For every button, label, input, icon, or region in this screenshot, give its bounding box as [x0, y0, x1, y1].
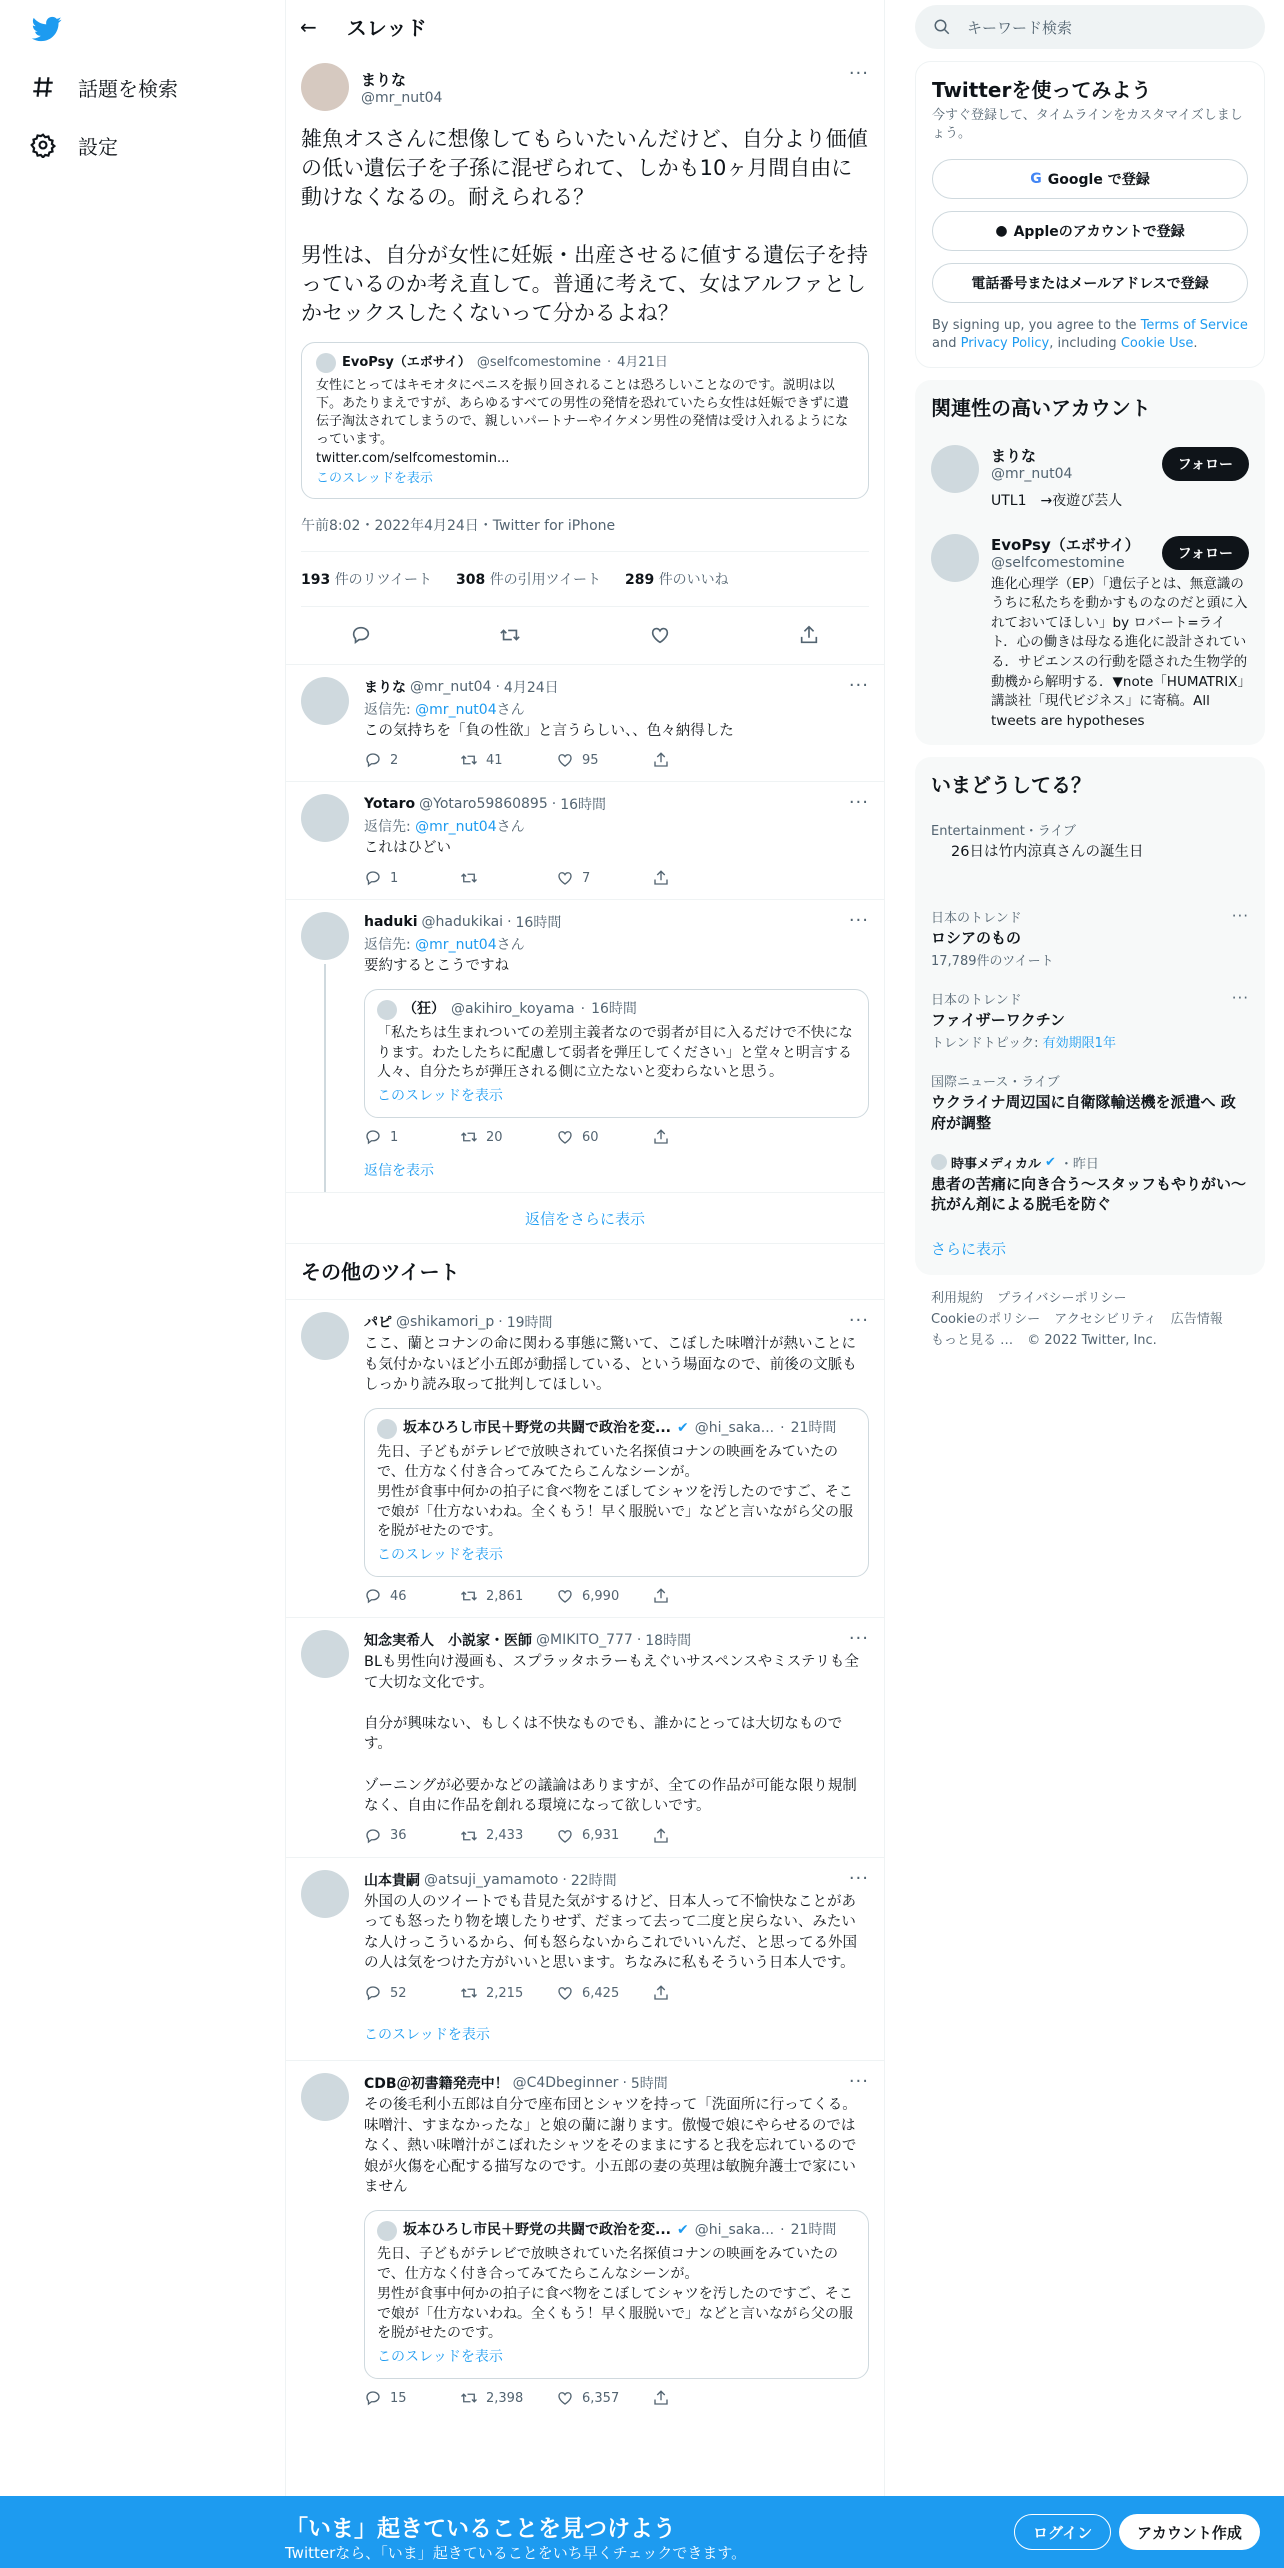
- footer-links: [915, 1275, 1265, 1365]
- quote-count[interactable]: 308 件の引用ツイート: [456, 571, 601, 588]
- related-title: 関連性の高いアカウント: [931, 395, 1151, 420]
- like-icon: [556, 1128, 574, 1146]
- google-signup-button[interactable]: G Google で登録: [932, 159, 1248, 199]
- search-box[interactable]: [915, 5, 1265, 49]
- reply-icon: [364, 1587, 382, 1605]
- footer-link[interactable]: 広告情報: [1170, 1312, 1223, 1328]
- quoted-tweet[interactable]: （狂） @akihiro_koyama · 16時間 「私たちは生まれついての差別主義者なので弱者が目に入るだけで不快になります。わたしたちに配慮して弱者を弾圧してください」と堂々と明言する人々、自分たちが弾圧される側に立たないと変わらないと思う。 このスレッドを表示: [364, 989, 869, 1119]
- trend-item[interactable]: 時事メディカル ✔ ・昨日 患者の苦痛に向き合う～スタッフもやりがい～抗がん剤による脱毛を防ぐ: [931, 1154, 1247, 1214]
- quote-text: 「私たちは生まれついての差別主義者なので弱者が目に入るだけで不快になります。わたしたちに配慮して弱者を弾圧してください」と堂々と明言する人々、自分たちが弾圧される側に立たないと変わらないと思う。: [377, 1024, 853, 1081]
- share-action[interactable]: [652, 1984, 748, 2002]
- quote-text: 先日、子どもがテレビで放映されていた名探偵コナンの映画をみていたので、仕方なく付き合ってみてたらこんなシーンが。 男性が食事中何かの拍子に食べ物をこぼしてシャツを汚したのですご、そこで娘が「仕方ないわね。全くもう！早く服脱いで」などと言いながら父の服を脱がせたのです。: [377, 1443, 853, 1540]
- quote-date: 4月21日: [617, 354, 668, 370]
- tweet-text: 雑魚オスさんに想像してもらいたいんだけど、自分より価値の低い遺伝子を子孫に混ぜられて、しかも10ヶ月間自由に動けなくなるの。耐えられる？ 男性は、自分が女性に妊娠・出産させるに値する遺伝子を持っているのか考え直して。普通に考えて、女はアルファとしかセックスしたくないって分かるよね？: [301, 127, 868, 325]
- trends-panel: [915, 757, 1265, 1275]
- author-handle[interactable]: @mr_nut04: [410, 678, 492, 695]
- bottom-signup-bar: [0, 2496, 1284, 2568]
- avatar[interactable]: [301, 1312, 349, 1360]
- show-thread-link[interactable]: このスレッドを表示: [377, 1547, 503, 1564]
- gear-icon: [30, 132, 56, 158]
- footer-link[interactable]: 利用規約: [931, 1291, 984, 1307]
- quoted-tweet[interactable]: 坂本ひろし市民＋野党の共闘で政治を変... ✔ @hi_saka... · 21時間 先日、子どもがテレビで放映されていた名探偵コナンの映画をみていたので、仕方なく付き合ってみてたらこんなシーンが。 男性が食事中何かの拍子に食べ物をこぼしてシャツを汚したのですご、そこで娘が「仕方ないわね。全くもう！早く服脱いで」などと言いながら父の服を脱がせたのです。 このスレッドを表示: [364, 2210, 869, 2379]
- show-replies-link[interactable]: 返信を表示: [364, 1163, 434, 1180]
- avatar[interactable]: [931, 534, 979, 582]
- reply-action[interactable]: 1: [364, 1128, 460, 1146]
- reply-action[interactable]: 46: [364, 1587, 460, 1605]
- reply-icon[interactable]: [350, 624, 372, 646]
- main-column: [285, 0, 885, 2568]
- avatar[interactable]: [301, 63, 349, 111]
- bottom-subtitle: Twitterなら、「いま」起きていることをいち早くチェックできます。: [285, 2544, 747, 2562]
- like-icon: [556, 1587, 574, 1605]
- like-action[interactable]: 6,425: [556, 1984, 652, 2002]
- other-tweets-title: その他のツイート: [286, 1244, 884, 1300]
- share-icon: [652, 1587, 670, 1605]
- footer-link[interactable]: アクセシビリティ: [1054, 1312, 1157, 1328]
- avatar[interactable]: [931, 445, 979, 493]
- share-icon[interactable]: [798, 624, 820, 646]
- reply-icon: [364, 869, 382, 887]
- tweet-text: 外国の人のツイートでも昔見た気がするけど、日本人って不愉快なことがあっても怒ったり物を壊したりせず、だまって去って二度と戻らない、みたいな人けっこういるから、何も怒らないからこれでいいんだ、と思ってる外国の人は気をつけた方がいいと思います。ちなみに私もそういう日本人です。: [364, 1893, 857, 1972]
- apple-icon: ●: [995, 222, 1008, 239]
- reply-icon: [364, 1827, 382, 1845]
- tweet-text: これはひどい: [364, 840, 451, 857]
- more-icon[interactable]: ···: [848, 1310, 869, 1332]
- quote-link[interactable]: twitter.com/selfcomestomin...: [316, 450, 510, 466]
- avatar: [377, 1419, 397, 1439]
- tweet-time[interactable]: 4月24日: [503, 679, 559, 696]
- like-icon: [556, 2389, 574, 2407]
- author-handle[interactable]: @C4Dbeginner: [512, 2075, 619, 2092]
- avatar: [377, 1000, 397, 1020]
- tweet-time[interactable]: 5時間: [630, 2076, 668, 2093]
- share-action[interactable]: [652, 1587, 748, 1605]
- share-action[interactable]: [652, 1128, 748, 1146]
- share-action[interactable]: [652, 2389, 748, 2407]
- show-more-replies[interactable]: 返信をさらに表示: [286, 1192, 884, 1244]
- reply-action[interactable]: 52: [364, 1984, 460, 2002]
- quote-text: 女性にとってはキモオタにペニスを振り回されることは恐ろしいことなのです。説明は以下。あたりまえですが、あらゆるすべての男性の発情を恐れていたら女性は妊娠できずに遺伝子淘汰されてしまうので、親しいパートナーやイケメン男性の発情は受け入れるようになっています。: [316, 377, 849, 448]
- thread-line: [324, 964, 326, 1192]
- share-action[interactable]: [652, 751, 748, 769]
- show-thread-link[interactable]: このスレッドを表示: [316, 470, 433, 486]
- retweet-action[interactable]: 2,433: [460, 1827, 556, 1845]
- share-icon: [652, 751, 670, 769]
- login-button[interactable]: ログイン: [1014, 2514, 1111, 2550]
- retweet-action[interactable]: 2,398: [460, 2389, 556, 2407]
- trends-title: いまどうしてる？: [931, 773, 1091, 798]
- avatar: [931, 1154, 947, 1170]
- show-thread-link[interactable]: このスレッドを表示: [364, 2027, 490, 2044]
- focused-tweet: [286, 53, 884, 607]
- tweet-time[interactable]: 22時間: [570, 1872, 617, 1889]
- reply-tweet[interactable]: Yotaro @Yotaro59860895 · 16時間 ··· 返信先: @mr_nut04さん これはひどい 1 7: [286, 782, 884, 900]
- trend-item[interactable]: 日本のトレンド ··· ロシアのもの 17,789件のツイート: [931, 906, 1249, 970]
- privacy-link[interactable]: Privacy Policy: [960, 335, 1050, 351]
- right-sidebar: [915, 0, 1265, 1366]
- bottom-title: 「いま」起きていることを見つけよう: [285, 2516, 676, 2542]
- tweet-time[interactable]: 18時間: [645, 1633, 692, 1650]
- retweet-icon: [460, 1128, 478, 1146]
- nav-explore-label: 話題を検索: [78, 76, 178, 101]
- quote-text: 先日、子どもがテレビで放映されていた名探偵コナンの映画をみていたので、仕方なく付き合ってみてたらこんなシーンが。 男性が食事中何かの拍子に食べ物をこぼしてシャツを汚したのですご、そこで娘が「仕方ないわね。全くもう！早く服脱いで」などと言いながら父の服を脱がせたのです。: [377, 2245, 853, 2342]
- trend-item[interactable]: 日本のトレンド ··· ファイザーワクチン トレンドトピック: 有効期限1年: [931, 989, 1249, 1052]
- reply-icon: [364, 751, 382, 769]
- like-icon[interactable]: [649, 624, 671, 646]
- cookie-link[interactable]: Cookie Use: [1120, 335, 1194, 351]
- show-more-trends[interactable]: さらに表示: [931, 1240, 1007, 1259]
- share-icon: [652, 869, 670, 887]
- like-action[interactable]: 60: [556, 1128, 652, 1146]
- other-tweet[interactable]: パピ @shikamori_p · 19時間 ··· ここ、蘭とコナンの命に関わる事態に驚いて、こぼした味噌汁が熱いことにも気付かないほど小五郎が動揺している、という場面なので、前後の文脈もしっかり読み取って批判してほしい。 坂本ひろし市民＋野党の共闘で政治を変... ✔ @hi_saka... · 21時間 先日、子どもがテレビで放映されていた名探偵コナンの映画をみていたので、仕方なく付き合ってみてたらこんなシーンが。 男性が食事中何かの拍子に食べ物をこぼしてシャツを汚したのですご、そこで娘が「仕方ないわね。全くもう！早く服脱いで」などと言いながら父の服を脱がせたのです。 このスレッドを表示 46 2,861 6,990: [286, 1300, 884, 1618]
- avatar[interactable]: [301, 794, 349, 842]
- like-action[interactable]: 95: [556, 751, 652, 769]
- author-handle[interactable]: @Yotaro59860895: [419, 796, 548, 813]
- google-icon: G: [1030, 170, 1042, 187]
- apple-signup-button[interactable]: ● Appleのアカウントで登録: [932, 211, 1248, 251]
- author-name[interactable]: haduki: [364, 914, 418, 931]
- signup-sub: 今すぐ登録して、タイムラインをカスタマイズしましょう。: [932, 108, 1243, 141]
- more-icon[interactable]: ···: [1231, 989, 1249, 1008]
- share-action[interactable]: [652, 1827, 748, 1845]
- retweet-action[interactable]: 2,861: [460, 1587, 556, 1605]
- like-count[interactable]: 289 件のいいね: [625, 571, 729, 588]
- phone-signup-button[interactable]: 電話番号またはメールアドレスで登録: [932, 263, 1248, 303]
- reply-action[interactable]: 1: [364, 869, 460, 887]
- share-action[interactable]: [652, 869, 748, 887]
- mention-link[interactable]: @mr_nut04: [415, 937, 497, 954]
- author-handle[interactable]: @mr_nut04: [361, 89, 443, 106]
- more-icon[interactable]: ···: [848, 1628, 869, 1650]
- copyright: © 2022 Twitter, Inc.: [1027, 1332, 1157, 1348]
- nav-explore[interactable]: [30, 67, 178, 107]
- tweet-time[interactable]: 16時間: [515, 915, 562, 932]
- more-icon[interactable]: ···: [848, 674, 869, 696]
- author-handle[interactable]: @hadukikai: [421, 914, 504, 931]
- account-item[interactable]: EvoPsy（エボサイ） @selfcomestomine 進化心理学（EP）「遺伝子とは、無意識のうちに私たちを動かすものなのだと頭に入れておいてほしい」by ロバート=ライト．心の働きは母なる進化に設計されている．サピエンスの行動を隠された生物学的動機から解明する．▼note「HUMATRIX」講談社「現代ビジネス」に寄稿。All tweets are hypotheses フォロー: [915, 522, 1265, 746]
- tweet-stats: [301, 551, 869, 607]
- back-arrow-icon[interactable]: ←: [300, 14, 317, 39]
- retweet-action[interactable]: [460, 869, 556, 887]
- search-icon: [933, 18, 951, 36]
- reply-icon: [364, 1128, 382, 1146]
- tweet-text: 要約するとこうですね: [364, 958, 509, 975]
- related-accounts-panel: [915, 380, 1265, 746]
- avatar[interactable]: [301, 1870, 349, 1918]
- retweet-icon: [460, 751, 478, 769]
- terms-link[interactable]: Terms of Service: [1140, 317, 1248, 333]
- retweet-icon: [460, 869, 478, 887]
- replying-to: 返信先: @mr_nut04さん: [364, 701, 525, 718]
- reply-action[interactable]: 36: [364, 1827, 460, 1845]
- author-handle[interactable]: @atsuji_yamamoto: [424, 1871, 559, 1888]
- author-name[interactable]: CDB＠初書籍発売中！: [364, 2076, 509, 2093]
- author-handle[interactable]: @shikamori_p: [396, 1314, 495, 1331]
- author-name[interactable]: 山本貴嗣: [364, 1872, 420, 1889]
- nav-settings[interactable]: [30, 125, 118, 165]
- mention-link[interactable]: @mr_nut04: [415, 819, 497, 836]
- like-action[interactable]: 6,357: [556, 2389, 652, 2407]
- retweet-icon: [460, 1984, 478, 2002]
- avatar: [377, 2221, 397, 2241]
- share-icon: [652, 1827, 670, 1845]
- tweet-meta[interactable]: 午前8:02・2022年4月24日・Twitter for iPhone: [301, 517, 616, 534]
- retweet-action[interactable]: 41: [460, 751, 556, 769]
- show-thread-link[interactable]: このスレッドを表示: [377, 2349, 503, 2366]
- more-icon[interactable]: ···: [848, 63, 869, 84]
- other-tweet[interactable]: CDB＠初書籍発売中！ @C4Dbeginner · 5時間 ··· その後毛利小五郎は自分で座布団とシャツを持って「洗面所に行ってくる。味噌汁、すまなかったな」と娘の蘭に謝ります。傲慢で娘にやらせるのではなく、熱い味噌汁がこぼれたシャツをそのままにすると我を忘れているので娘が火傷を心配する描写なのです。小五郎の妻の英理は敏腕弁護士で家にいません 坂本ひろし市民＋野党の共闘で政治を変... ✔ @hi_saka... · 21時間 先日、子どもがテレビで放映されていた名探偵コナンの映画をみていたので、仕方なく付き合ってみてたらこんなシーンが。 男性が食事中何かの拍子に食べ物をこぼしてシャツを汚したのですご、そこで娘が「仕方ないわね。全くもう！早く服脱いで」などと言いながら父の服を脱がせたのです。 このスレッドを表示 15 2,398 6,357: [286, 2061, 884, 2419]
- tweet-text: ここ、蘭とコナンの命に関わる事態に驚いて、こぼした味噌汁が熱いことにも気付かないほど小五郎が動揺している、という場面なので、前後の文脈もしっかり読み取って批判してほしい。: [364, 1336, 857, 1394]
- tweet-text: この気持ちを「負の性欲」と言うらしい、、色々納得した: [364, 722, 734, 739]
- like-icon: [556, 869, 574, 887]
- avatar: [316, 353, 336, 373]
- like-action[interactable]: 6,990: [556, 1587, 652, 1605]
- like-action[interactable]: 7: [556, 869, 652, 887]
- show-thread-link[interactable]: このスレッドを表示: [377, 1088, 503, 1105]
- like-icon: [556, 751, 574, 769]
- tweet-time[interactable]: 16時間: [560, 797, 607, 814]
- retweet-icon[interactable]: [499, 624, 521, 646]
- follow-button[interactable]: フォロー: [1162, 447, 1249, 481]
- replying-to: 返信先: @mr_nut04さん: [364, 937, 525, 954]
- author-name[interactable]: パピ: [364, 1315, 392, 1332]
- trend-item[interactable]: 国際ニュース・ライブ ウクライナ周辺国に自衛隊輸送機を派遣へ 政府が調整: [931, 1075, 1236, 1132]
- other-tweet[interactable]: 山本貴嗣 @atsuji_yamamoto · 22時間 ··· 外国の人のツイートでも昔見た気がするけど、日本人って不愉快なことがあっても怒ったり物を壊したりせず、だまって去って二度と戻らない、みたいな人けっこういるから、何も怒らないからこれでいいんだ、と思ってる外国の人は気をつけた方がいいと思います。ちなみに私もそういう日本人です。 52 2,215 6,425 このスレッドを表示: [286, 1858, 884, 2061]
- author-handle[interactable]: @MIKITO_777: [536, 1632, 633, 1649]
- left-nav: [0, 0, 285, 2568]
- quote-author-handle: @selfcomestomine: [476, 354, 601, 370]
- search-input[interactable]: キーワード検索: [967, 18, 1073, 37]
- author-name[interactable]: まりな: [364, 679, 406, 696]
- reply-icon: [364, 2389, 382, 2407]
- like-icon: [556, 1827, 574, 1845]
- avatar[interactable]: [301, 912, 349, 960]
- verified-icon: ✔: [676, 2222, 689, 2239]
- verified-icon: ✔: [1044, 1154, 1056, 1170]
- author-name[interactable]: 知念実希人 小説家・医師: [364, 1633, 532, 1650]
- nav-settings-label: 設定: [78, 134, 118, 159]
- trend-item[interactable]: Entertainment・ライブ 26日は竹内涼真さんの誕生日: [931, 824, 1144, 861]
- hashtag-icon: [30, 74, 56, 100]
- more-icon[interactable]: ···: [848, 792, 869, 814]
- other-tweet[interactable]: 知念実希人 小説家・医師 @MIKITO_777 · 18時間 ··· BLも男性向け漫画も、スプラッタホラーもえぐいサスペンスやミステリも全て大切な文化です。 自分が興味ない、もしくは不快なものでも、誰かにとっては大切なものです。 ゾーニングが必要かなどの議論はありますが、全ての作品が可能な限り規制なく、自由に作品を創れる環境になって欲しいです。 36 2,433 6,931: [286, 1618, 884, 1858]
- more-icon[interactable]: ···: [848, 2071, 869, 2093]
- retweet-icon: [460, 2389, 478, 2407]
- reply-tweet[interactable]: haduki @hadukikai · 16時間 ··· 返信先: @mr_nut04さん 要約するとこうですね （狂） @akihiro_koyama · 16時間 「私たちは生まれついての差別主義者なので弱者が目に入るだけで不快になります。わたしたちに配慮して弱者を弾圧してください」と堂々と明言する人々、自分たちが弾圧される側に立たないと変わらないと思う。 このスレッドを表示 1 20 60 返信を表示: [286, 900, 884, 1192]
- quoted-tweet[interactable]: 坂本ひろし市民＋野党の共闘で政治を変... ✔ @hi_saka... · 21時間 先日、子どもがテレビで放映されていた名探偵コナンの映画をみていたので、仕方なく付き合ってみてたらこんなシーンが。 男性が食事中何かの拍子に食べ物をこぼしてシャツを汚したのですご、そこで娘が「仕方ないわね。全くもう！早く服脱いで」などと言いながら父の服を脱がせたのです。 このスレッドを表示: [364, 1408, 869, 1577]
- more-icon[interactable]: ···: [848, 1867, 869, 1889]
- tweet-time[interactable]: 19時間: [506, 1315, 553, 1332]
- retweet-icon: [460, 1827, 478, 1845]
- mention-link[interactable]: @mr_nut04: [415, 701, 497, 718]
- tweet-text: BLも男性向け漫画も、スプラッタホラーもえぐいサスペンスやミステリも全て大切な文化です。 自分が興味ない、もしくは不快なものでも、誰かにとっては大切なものです。 ゾーニングが必要かなどの議論はありますが、全ての作品が可能な限り規制なく、自由に作品を創れる環境になって欲しいです。: [364, 1654, 859, 1815]
- tweet-text: その後毛利小五郎は自分で座布団とシャツを持って「洗面所に行ってくる。味噌汁、すまなかったな」と娘の蘭に謝ります。傲慢で娘にやらせるのではなく、熱い味噌汁がこぼれたシャツをそのままにすると我を忘れているので娘が火傷を心配する描写なのです。小五郎の妻の英理は敏腕弁護士で家にいません: [364, 2097, 857, 2196]
- signup-button[interactable]: アカウント作成: [1119, 2514, 1260, 2550]
- retweet-icon: [460, 1587, 478, 1605]
- signup-title: Twitterを使ってみよう: [932, 78, 1152, 102]
- twitter-logo-icon[interactable]: [30, 14, 64, 44]
- like-action[interactable]: 6,931: [556, 1827, 652, 1845]
- author-name[interactable]: まりな: [361, 70, 407, 89]
- signup-terms: By signing up, you agree to the Terms of Service and Privacy Policy, including Cookie Use.: [932, 317, 1248, 351]
- footer-link[interactable]: Cookieのポリシー: [931, 1312, 1041, 1328]
- share-icon: [652, 1128, 670, 1146]
- author-name[interactable]: Yotaro: [364, 796, 416, 813]
- more-icon[interactable]: ···: [1231, 906, 1249, 925]
- reply-action[interactable]: 2: [364, 751, 460, 769]
- more-icon[interactable]: ···: [848, 910, 869, 932]
- signup-panel: [915, 61, 1265, 368]
- reply-action[interactable]: 15: [364, 2389, 460, 2407]
- like-icon: [556, 1984, 574, 2002]
- retweet-count[interactable]: 193 件のリツイート: [301, 571, 432, 588]
- reply-icon: [364, 1984, 382, 2002]
- account-item[interactable]: まりな @mr_nut04 UTL1 →夜遊び芸人 フォロー: [915, 433, 1265, 522]
- avatar[interactable]: [301, 2073, 349, 2121]
- avatar[interactable]: [301, 677, 349, 725]
- header: [286, 0, 884, 53]
- tweet-actions: [286, 607, 884, 665]
- avatar[interactable]: [301, 1630, 349, 1678]
- quote-author-name: EvoPsy（エボサイ）: [342, 354, 471, 370]
- share-icon: [652, 1984, 670, 2002]
- page-title: スレッド: [346, 16, 427, 40]
- retweet-action[interactable]: 20: [460, 1128, 556, 1146]
- follow-button[interactable]: フォロー: [1162, 536, 1249, 570]
- retweet-action[interactable]: 2,215: [460, 1984, 556, 2002]
- verified-icon: ✔: [676, 1419, 689, 1436]
- reply-tweet[interactable]: まりな @mr_nut04 · 4月24日 ··· 返信先: @mr_nut04さん この気持ちを「負の性欲」と言うらしい、、色々納得した 2 41 95: [286, 665, 884, 783]
- footer-link[interactable]: もっと見る …: [931, 1332, 1014, 1348]
- quoted-tweet[interactable]: EvoPsy（エボサイ） @selfcomestomine · 4月21日 女性にとってはキモオタにペニスを振り回されることは恐ろしいことなのです。説明は以下。あたりまえですが、あらゆるすべての男性の発情を恐れていたら女性は妊娠できずに遺伝子淘汰されてしまうので、親しいパートナーやイケメン男性の発情は受け入れるようになっています。 twitter.com/selfcomestomin... このスレッドを表示: [301, 342, 869, 499]
- footer-link[interactable]: プライバシーポリシー: [997, 1291, 1127, 1307]
- share-icon: [652, 2389, 670, 2407]
- replying-to: 返信先: @mr_nut04さん: [364, 819, 525, 836]
